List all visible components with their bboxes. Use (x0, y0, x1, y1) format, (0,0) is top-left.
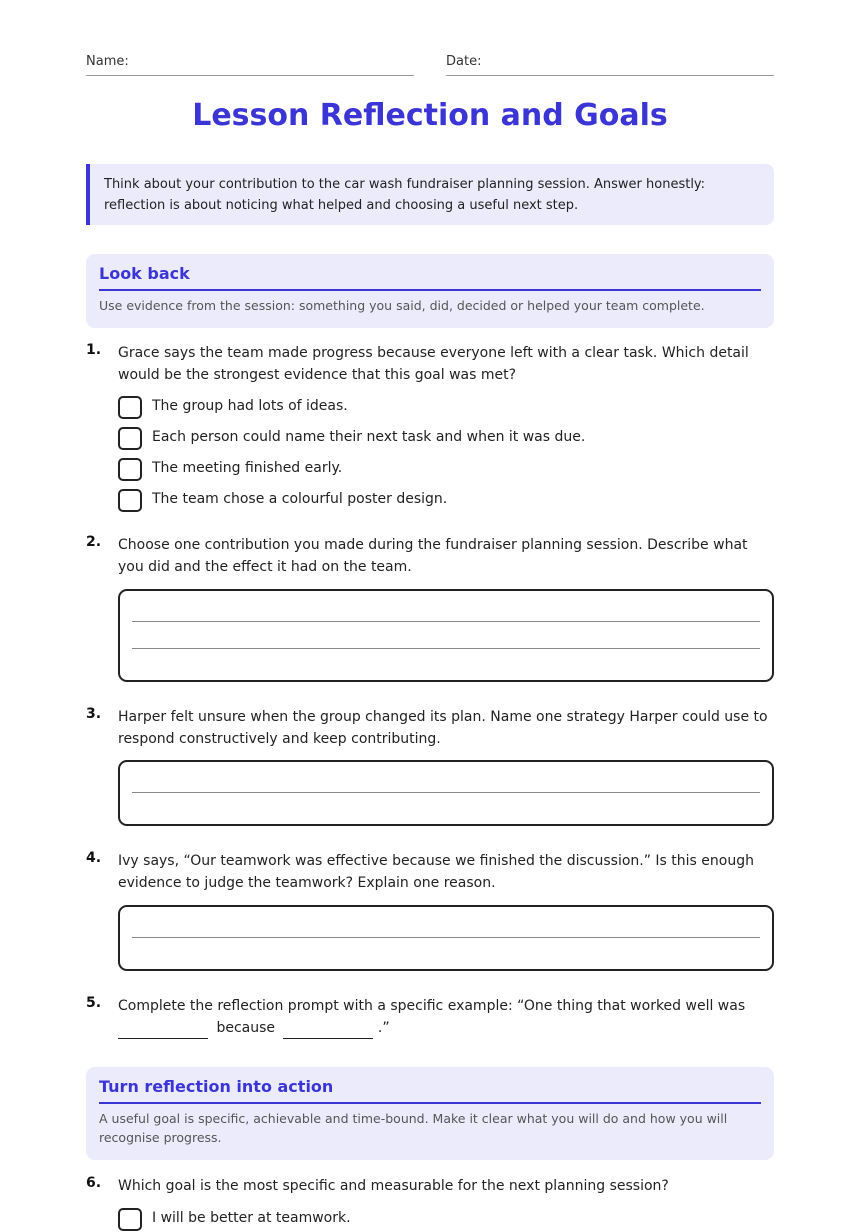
question-text: Grace says the team made progress because everyone left with a clear task. Which detail would be the strongest evidence that this goal was met? (118, 345, 749, 383)
checkbox[interactable] (118, 1208, 142, 1231)
question-text: Choose one contribution you made during the fundraiser planning session. Describe what you did and the effect it had on the team. (118, 537, 748, 575)
answer-box-4[interactable] (118, 905, 774, 971)
question-number: 6. (86, 1175, 102, 1191)
option-label: I will be better at teamwork. (152, 1210, 351, 1226)
prompt-text: Complete the reflection prompt with a specific example: “One thing that worked well was (118, 998, 746, 1014)
option-label: The meeting finished early. (152, 460, 343, 476)
writing-line (132, 792, 760, 793)
section-title: Look back (99, 264, 761, 291)
answer-box-2[interactable] (118, 589, 774, 682)
question-number: 2. (86, 534, 102, 550)
question-text: Harper felt unsure when the group changed its plan. Name one strategy Harper could use to respond constructively and keep contributing. (118, 709, 768, 747)
question-text: Ivy says, “Our teamwork was effective because we finished the discussion.” Is this enough evidence to judge the teamwork? Explain one reason. (118, 853, 754, 891)
option-1b[interactable] (118, 427, 718, 451)
page-title: Lesson Reflection and Goals (192, 98, 668, 133)
option-1d[interactable] (118, 489, 718, 513)
answer-box-3[interactable] (118, 760, 774, 826)
because-word: because (216, 1020, 276, 1036)
option-label: The group had lots of ideas. (152, 398, 348, 414)
checkbox[interactable] (118, 396, 142, 419)
writing-line (132, 621, 760, 622)
intro-callout: Think about your contribution to the car wash fundraiser planning session. Answer honestly: reflection is about noticing what helped and choosing a useful next step. (86, 164, 774, 225)
option-6a[interactable] (118, 1208, 718, 1232)
writing-line (132, 937, 760, 938)
writing-line (132, 648, 760, 649)
section-description: A useful goal is specific, achievable and time-bound. Make it clear what you will do and how you will recognise progress. (99, 1111, 728, 1145)
question-number: 1. (86, 342, 102, 358)
date-field[interactable] (446, 54, 774, 76)
fill-in-blank[interactable] (283, 1023, 373, 1039)
section-description: Use evidence from the session: something you said, did, decided or helped your team complete. (99, 298, 705, 313)
checkbox[interactable] (118, 489, 142, 512)
name-label: Name: (86, 54, 129, 69)
header-row (86, 54, 774, 76)
checkbox[interactable] (118, 427, 142, 450)
section-action (86, 1067, 774, 1160)
date-label: Date: (446, 54, 482, 69)
prompt-end: .” (377, 1020, 390, 1036)
question-text (118, 995, 774, 1039)
question-number: 5. (86, 995, 102, 1011)
question-number: 3. (86, 706, 102, 722)
option-label: The team chose a colourful poster design. (152, 491, 448, 507)
name-field[interactable] (86, 54, 414, 76)
section-title: Turn reflection into action (99, 1077, 761, 1104)
question-text: Which goal is the most specific and measurable for the next planning session? (118, 1178, 669, 1194)
option-1c[interactable] (118, 458, 718, 482)
option-1a[interactable] (118, 396, 718, 420)
checkbox[interactable] (118, 458, 142, 481)
question-number: 4. (86, 850, 102, 866)
section-look-back (86, 254, 774, 328)
fill-in-blank[interactable] (118, 1023, 208, 1039)
option-label: Each person could name their next task and when it was due. (152, 429, 586, 445)
